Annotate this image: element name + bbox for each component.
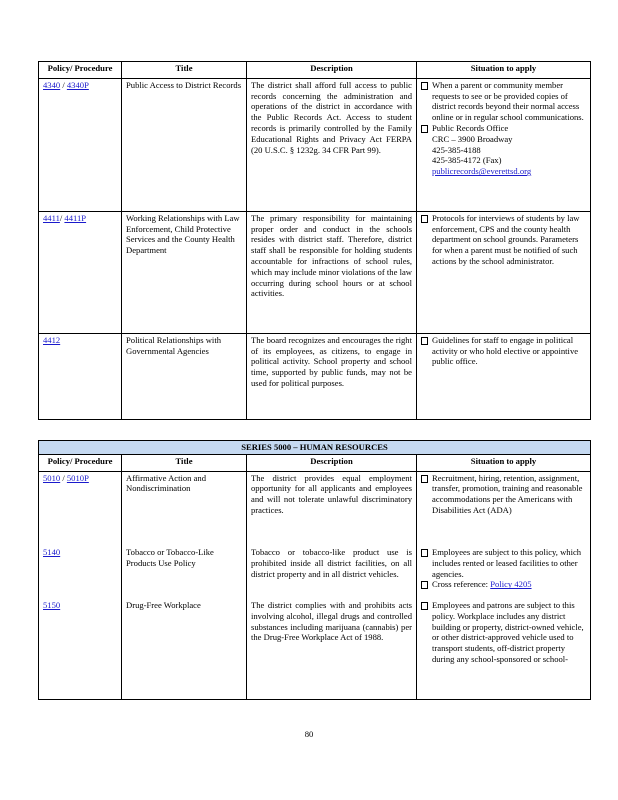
procedure-link-4340P[interactable]: 4340P [66, 79, 89, 90]
checkbox-bullet-icon [421, 337, 428, 345]
policy-title: Working Relationships with Law Enforcement, Child Protective Services and the County Health Department [122, 211, 247, 333]
situation-cell [417, 333, 591, 419]
list-item [421, 473, 586, 516]
policy-description: The district provides equal employment opportunity for all applicants and employees and will not tolerate unlawful discriminatory practices. [247, 471, 417, 546]
checkbox-bullet-icon [421, 125, 428, 133]
table-row [39, 599, 591, 699]
series-title: SERIES 5000 – HUMAN RESOURCES [39, 441, 591, 455]
situation-cell [417, 211, 591, 333]
policy-title: Public Access to District Records [122, 78, 247, 211]
list-item [421, 579, 586, 590]
policy-links-cell: 4411/ 4411P [39, 211, 122, 333]
header-policy: Policy/ Procedure [39, 454, 122, 471]
policy-title: Affirmative Action and Nondiscrimination [122, 471, 247, 546]
policy-link-5140[interactable]: 5140 [43, 547, 61, 558]
table-row [39, 211, 591, 333]
office-address: CRC – 3900 Broadway [432, 133, 513, 144]
procedure-link-4411P[interactable]: 4411P [64, 212, 87, 223]
situation-cell [417, 78, 591, 211]
series-header-row [39, 441, 591, 455]
policy-link-4411[interactable]: 4411 [43, 212, 60, 223]
policy-links-cell: 5010 / 5010P [39, 471, 122, 546]
office-phone: 425-385-4188 [432, 144, 481, 155]
situation-text: When a parent or community member requests to see or be provided copies of district records beyond their normal access online or in regular school communications. [432, 79, 584, 123]
email-link[interactable]: publicrecords@everettsd.org [432, 166, 532, 177]
header-situation: Situation to apply [417, 454, 591, 471]
table-row [39, 546, 591, 599]
header-description: Description [247, 454, 417, 471]
policy-link-4340[interactable]: 4340 [43, 79, 61, 90]
checkbox-bullet-icon [421, 82, 428, 90]
header-situation: Situation to apply [417, 62, 591, 79]
policy-description: The district complies with and prohibits acts involving alcohol, illegal drugs and controlled substances including marijuana (cannabis) per the Drug-Free Workplace Act of 1988. [247, 599, 417, 699]
list-item [421, 80, 586, 123]
header-description: Description [247, 62, 417, 79]
situation-cell [417, 471, 591, 546]
list-item [421, 600, 586, 665]
policy-link-5010[interactable]: 5010 [43, 472, 61, 483]
policy-description: The primary responsibility for maintaining proper order and conduct in the schools resides with district staff. Therefore, district staff shall be responsible for holding students accountable for infractions of school rules, which may include minor violations of the law occurring during school hours or at school activities. [247, 211, 417, 333]
situation-text: Recruitment, hiring, retention, assignment, transfer, promotion, training and reasonable accommodations per the Americans with Disabilities Act (ADA) [432, 472, 583, 515]
policy-links-cell [39, 546, 122, 599]
checkbox-bullet-icon [421, 602, 428, 610]
policy-description: The district shall afford full access to public records concerning the administration and operations of the district in accordance with the Public Records Act. Access to student records is primarily controlled by the Family Educational Rights and Privacy Act FERPA (20 U.S.C. § 1232g. 34 CFR Part 99). [247, 78, 417, 211]
situation-text: Employees are subject to this policy, which includes rented or leased facilities to other agencies. [432, 547, 582, 579]
header-policy: Policy/ Procedure [39, 62, 122, 79]
situation-text: Protocols for interviews of students by law enforcement, CPS and the county health department on school grounds. Parameters for when a parent must be notified of such actions by the school administrator. [432, 212, 580, 266]
situation-text: Cross reference: [432, 579, 489, 590]
checkbox-bullet-icon [421, 475, 428, 483]
policy-title: Tobacco or Tobacco-Like Products Use Policy [122, 546, 247, 599]
situation-text: Guidelines for staff to engage in political activity or who hold elective or appointive public office. [432, 334, 579, 367]
table-row [39, 78, 591, 211]
policy-description: The board recognizes and encourages the right of its employees, as citizens, to engage in political activity. School property and school time, supported by public funds, may not be used for political purposes. [247, 333, 417, 419]
procedure-link-5010P[interactable]: 5010P [66, 472, 89, 483]
checkbox-bullet-icon [421, 215, 428, 223]
policy-link-5150[interactable]: 5150 [43, 600, 61, 611]
situation-text: Employees and patrons are subject to this policy. Workplace includes any district building or property, district-owned vehicle, or other district-approved vehicle used to transport students, off-district property during any school-sponsored or school- [432, 600, 584, 665]
list-item [421, 213, 586, 267]
checkbox-bullet-icon [421, 581, 428, 589]
header-title: Title [122, 454, 247, 471]
table-header-row [39, 62, 591, 79]
policy-table-4000 [38, 61, 591, 420]
checkbox-bullet-icon [421, 549, 428, 557]
policy-links-cell: 4340 / 4340P [39, 78, 122, 211]
table-row [39, 333, 591, 419]
page-number: 80 [304, 729, 314, 739]
table-header-row [39, 454, 591, 471]
table-row [39, 471, 591, 546]
list-item [421, 547, 586, 579]
cross-reference-link[interactable]: Policy 4205 [490, 579, 532, 590]
situation-text: Public Records Office [432, 122, 509, 133]
list-item [421, 123, 586, 177]
policy-link-4412[interactable]: 4412 [43, 334, 61, 345]
policy-title: Drug-Free Workplace [122, 599, 247, 699]
office-fax: 425-385-4172 (Fax) [432, 155, 502, 166]
list-item [421, 335, 586, 367]
situation-cell [417, 599, 591, 699]
policy-title: Political Relationships with Governmental Agencies [122, 333, 247, 419]
policy-links-cell [39, 333, 122, 419]
policy-description: Tobacco or tobacco-like product use is prohibited inside all district facilities, on all district property and in all district vehicles. [247, 546, 417, 599]
header-title: Title [122, 62, 247, 79]
situation-cell [417, 546, 591, 599]
policy-links-cell [39, 599, 122, 699]
policy-table-5000 [38, 440, 591, 700]
